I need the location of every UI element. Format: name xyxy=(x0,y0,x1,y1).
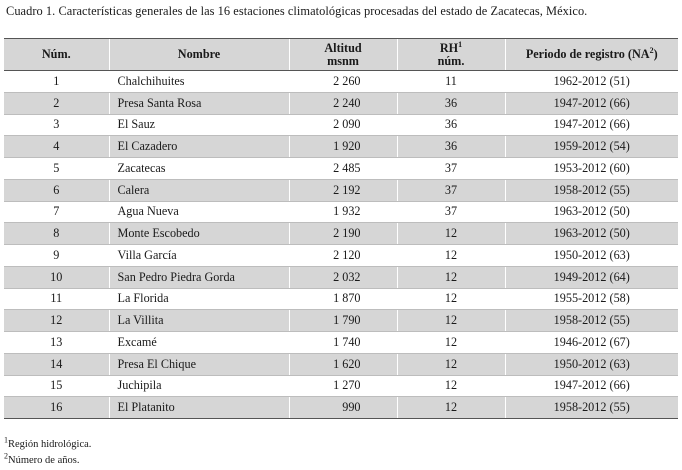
cell-periodo: 1947-2012 (66) xyxy=(505,114,678,136)
header-altitud-line1: Altitud xyxy=(324,40,362,55)
cell-nombre: Juchipila xyxy=(109,375,289,397)
cell-rh: 36 xyxy=(397,136,505,158)
cell-num: 11 xyxy=(4,288,109,310)
cell-periodo: 1950-2012 (63) xyxy=(505,353,678,375)
cell-num: 6 xyxy=(4,179,109,201)
cell-num: 12 xyxy=(4,310,109,332)
cell-rh: 12 xyxy=(397,332,505,354)
header-row xyxy=(4,39,678,71)
cell-nombre: Excamé xyxy=(109,332,289,354)
table-row xyxy=(4,71,678,93)
cell-altitud: 2 120 xyxy=(289,245,397,267)
cell-periodo: 1947-2012 (66) xyxy=(505,92,678,114)
cell-num: 14 xyxy=(4,353,109,375)
cell-num: 8 xyxy=(4,223,109,245)
cell-altitud: 1 870 xyxy=(289,288,397,310)
cell-nombre: Chalchihuites xyxy=(109,71,289,93)
footnote-1 xyxy=(4,437,91,453)
cell-nombre: La Villita xyxy=(109,310,289,332)
table-row xyxy=(4,201,678,223)
cell-num: 15 xyxy=(4,375,109,397)
table-row xyxy=(4,92,678,114)
cell-nombre: El Sauz xyxy=(109,114,289,136)
cell-num: 13 xyxy=(4,332,109,354)
cell-periodo: 1950-2012 (63) xyxy=(505,245,678,267)
cell-altitud: 1 270 xyxy=(289,375,397,397)
cell-periodo: 1962-2012 (51) xyxy=(505,71,678,93)
table-row xyxy=(4,288,678,310)
cell-nombre: San Pedro Piedra Gorda xyxy=(109,266,289,288)
cell-rh: 12 xyxy=(397,245,505,267)
footnote-1-marker: 1 xyxy=(4,435,8,445)
cell-num: 10 xyxy=(4,266,109,288)
cell-altitud: 2 485 xyxy=(289,158,397,180)
cell-altitud: 1 790 xyxy=(289,310,397,332)
cell-nombre: El Platanito xyxy=(109,397,289,419)
cell-periodo: 1959-2012 (54) xyxy=(505,136,678,158)
header-periodo-close: ) xyxy=(653,47,658,61)
cell-num: 9 xyxy=(4,245,109,267)
cell-rh: 37 xyxy=(397,158,505,180)
table-row xyxy=(4,375,678,397)
table-row xyxy=(4,179,678,201)
cell-rh: 12 xyxy=(397,223,505,245)
header-rh xyxy=(397,39,505,71)
cell-periodo: 1958-2012 (55) xyxy=(505,397,678,419)
header-nombre: Nombre xyxy=(109,39,289,71)
cell-periodo: 1955-2012 (58) xyxy=(505,288,678,310)
cell-nombre: Zacatecas xyxy=(109,158,289,180)
cell-periodo: 1958-2012 (55) xyxy=(505,179,678,201)
cell-num: 16 xyxy=(4,397,109,419)
cell-rh: 12 xyxy=(397,397,505,419)
table-row xyxy=(4,223,678,245)
header-altitud xyxy=(289,39,397,71)
header-rh-sup: 1 xyxy=(458,39,463,49)
table-row xyxy=(4,114,678,136)
header-periodo-main: Periodo de registro (NA xyxy=(525,47,650,61)
table-row xyxy=(4,310,678,332)
cell-nombre: Villa García xyxy=(109,245,289,267)
cell-altitud: 1 932 xyxy=(289,201,397,223)
cell-periodo: 1949-2012 (64) xyxy=(505,266,678,288)
cell-num: 2 xyxy=(4,92,109,114)
footnote-2-marker: 2 xyxy=(4,451,8,461)
header-periodo xyxy=(505,39,678,71)
cell-altitud: 2 240 xyxy=(289,92,397,114)
table-body xyxy=(4,71,678,419)
cell-rh: 37 xyxy=(397,179,505,201)
cell-rh: 37 xyxy=(397,201,505,223)
cell-nombre: Agua Nueva xyxy=(109,201,289,223)
table-row xyxy=(4,245,678,267)
cell-nombre: Presa Santa Rosa xyxy=(109,92,289,114)
cell-num: 3 xyxy=(4,114,109,136)
cell-altitud: 2 090 xyxy=(289,114,397,136)
cell-periodo: 1963-2012 (50) xyxy=(505,201,678,223)
cell-rh: 36 xyxy=(397,92,505,114)
footnote-2-text: Número de años. xyxy=(8,455,80,466)
table-row xyxy=(4,332,678,354)
cell-num: 1 xyxy=(4,71,109,93)
cell-periodo: 1946-2012 (67) xyxy=(505,332,678,354)
cell-nombre: Presa El Chique xyxy=(109,353,289,375)
cell-rh: 12 xyxy=(397,266,505,288)
table-header xyxy=(4,39,678,71)
header-altitud-line2: msnm xyxy=(327,53,359,68)
cell-num: 5 xyxy=(4,158,109,180)
header-num: Núm. xyxy=(4,39,109,71)
header-rh-main: RH xyxy=(439,40,459,55)
cell-nombre: Monte Escobedo xyxy=(109,223,289,245)
cell-num: 4 xyxy=(4,136,109,158)
cell-nombre: Calera xyxy=(109,179,289,201)
cell-nombre: La Florida xyxy=(109,288,289,310)
table-row xyxy=(4,397,678,419)
cell-rh: 12 xyxy=(397,375,505,397)
cell-rh: 11 xyxy=(397,71,505,93)
table-row xyxy=(4,266,678,288)
footnotes xyxy=(4,437,91,469)
cell-nombre: El Cazadero xyxy=(109,136,289,158)
cell-rh: 12 xyxy=(397,288,505,310)
footnote-2 xyxy=(4,453,91,469)
cell-altitud: 2 032 xyxy=(289,266,397,288)
table-row xyxy=(4,158,678,180)
cell-num: 7 xyxy=(4,201,109,223)
cell-periodo: 1947-2012 (66) xyxy=(505,375,678,397)
cell-altitud: 990 xyxy=(289,397,397,419)
cell-rh: 36 xyxy=(397,114,505,136)
cell-rh: 12 xyxy=(397,310,505,332)
cell-altitud: 2 260 xyxy=(289,71,397,93)
cell-altitud: 1 920 xyxy=(289,136,397,158)
cell-altitud: 2 192 xyxy=(289,179,397,201)
footnote-1-text: Región hidrológica. xyxy=(8,439,92,450)
cell-altitud: 2 190 xyxy=(289,223,397,245)
table-row xyxy=(4,353,678,375)
table-row xyxy=(4,136,678,158)
stations-table xyxy=(4,38,678,419)
header-rh-line2: núm. xyxy=(437,53,465,68)
header-periodo-sup: 2 xyxy=(649,45,654,55)
cell-altitud: 1 620 xyxy=(289,353,397,375)
cell-periodo: 1953-2012 (60) xyxy=(505,158,678,180)
cell-periodo: 1958-2012 (55) xyxy=(505,310,678,332)
cell-periodo: 1963-2012 (50) xyxy=(505,223,678,245)
table-caption: Cuadro 1. Características generales de las 16 estaciones climatológicas procesadas del estado de Zacatecas, México. xyxy=(6,4,588,18)
cell-altitud: 1 740 xyxy=(289,332,397,354)
cell-rh: 12 xyxy=(397,353,505,375)
